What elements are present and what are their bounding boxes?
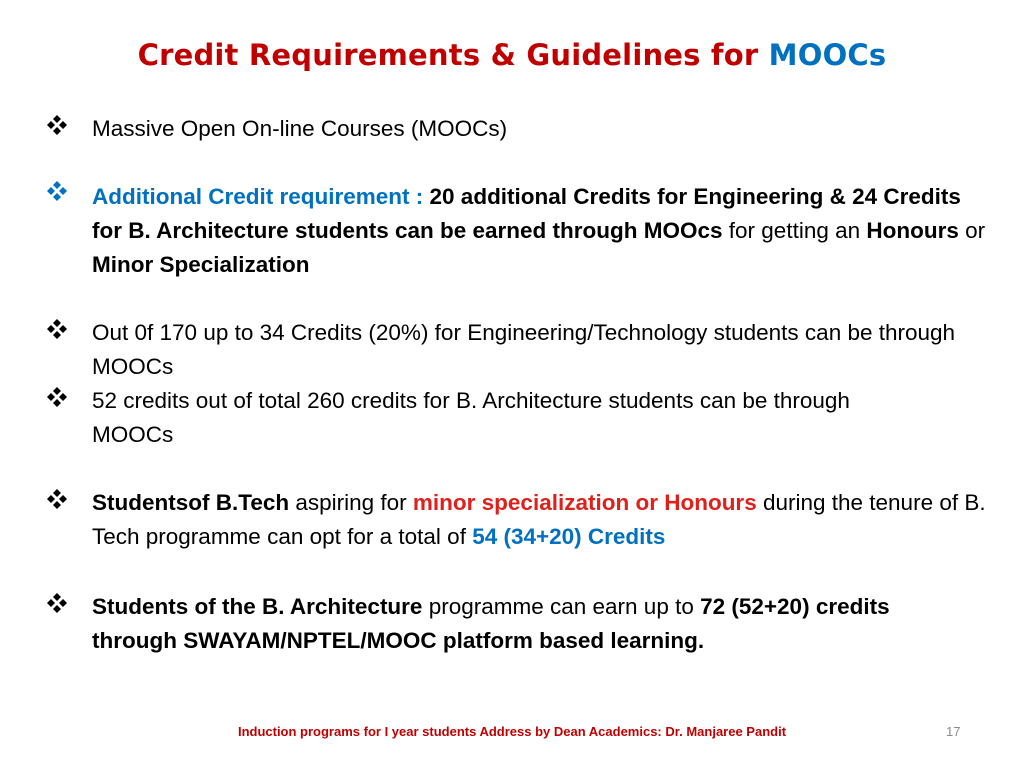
four-diamond-bullet-icon — [46, 114, 72, 140]
bullet-text-1: Massive Open On-line Courses (MOOCs) — [92, 116, 508, 141]
barch-students-text: Students of the B. Architecture — [92, 594, 423, 619]
text-span: during the tenure of B. Tech programme can opt for a total of — [92, 490, 986, 549]
slide-title — [0, 38, 1024, 72]
btech-students-text: Studentsof B.Tech — [92, 490, 290, 515]
bullet-text-2 — [92, 180, 992, 282]
additional-credit-detail: 20 additional Credits for Engineering & 24 Credits for B. Architecture students can be earned through MOOcs — [92, 184, 961, 243]
text-span: programme can earn up to — [422, 594, 701, 619]
title-highlight: MOOCs — [768, 38, 887, 72]
text-span: or — [958, 218, 986, 243]
four-diamond-bullet-icon — [46, 592, 72, 618]
four-diamond-bullet-icon — [46, 318, 72, 344]
four-diamond-bullet-icon — [46, 180, 72, 206]
bullet-text-4: 52 credits out of total 260 credits for B. Architecture students can be through MOOCs — [92, 388, 850, 447]
minor-honours-highlight: minor specialization or Honours — [412, 490, 757, 515]
honours-text: Honours — [866, 218, 959, 243]
text-span: for getting an — [722, 218, 867, 243]
additional-credit-label: Additional Credit requirement : — [92, 184, 430, 209]
page-number: 17 — [946, 724, 961, 739]
credits-total-highlight: 54 (34+20) Credits — [472, 524, 666, 549]
four-diamond-bullet-icon — [46, 488, 72, 514]
minor-specialization-text: Minor Specialization — [92, 252, 310, 277]
bullet-text-5 — [92, 486, 992, 554]
bullet-text-3: Out 0f 170 up to 34 Credits (20%) for Engineering/Technology students can be through MOOCs — [92, 320, 956, 379]
four-diamond-bullet-icon — [46, 386, 72, 412]
title-main: Credit Requirements & Guidelines for — [137, 38, 769, 72]
slide-footer: Induction programs for I year students Address by Dean Academics: Dr. Manjaree Pandit — [237, 724, 787, 739]
text-span: aspiring for — [289, 490, 413, 515]
barch-credits-text: 72 (52+20) credits through SWAYAM/NPTEL/MOOC platform based learning. — [92, 594, 890, 653]
bullet-text-6 — [92, 590, 932, 658]
